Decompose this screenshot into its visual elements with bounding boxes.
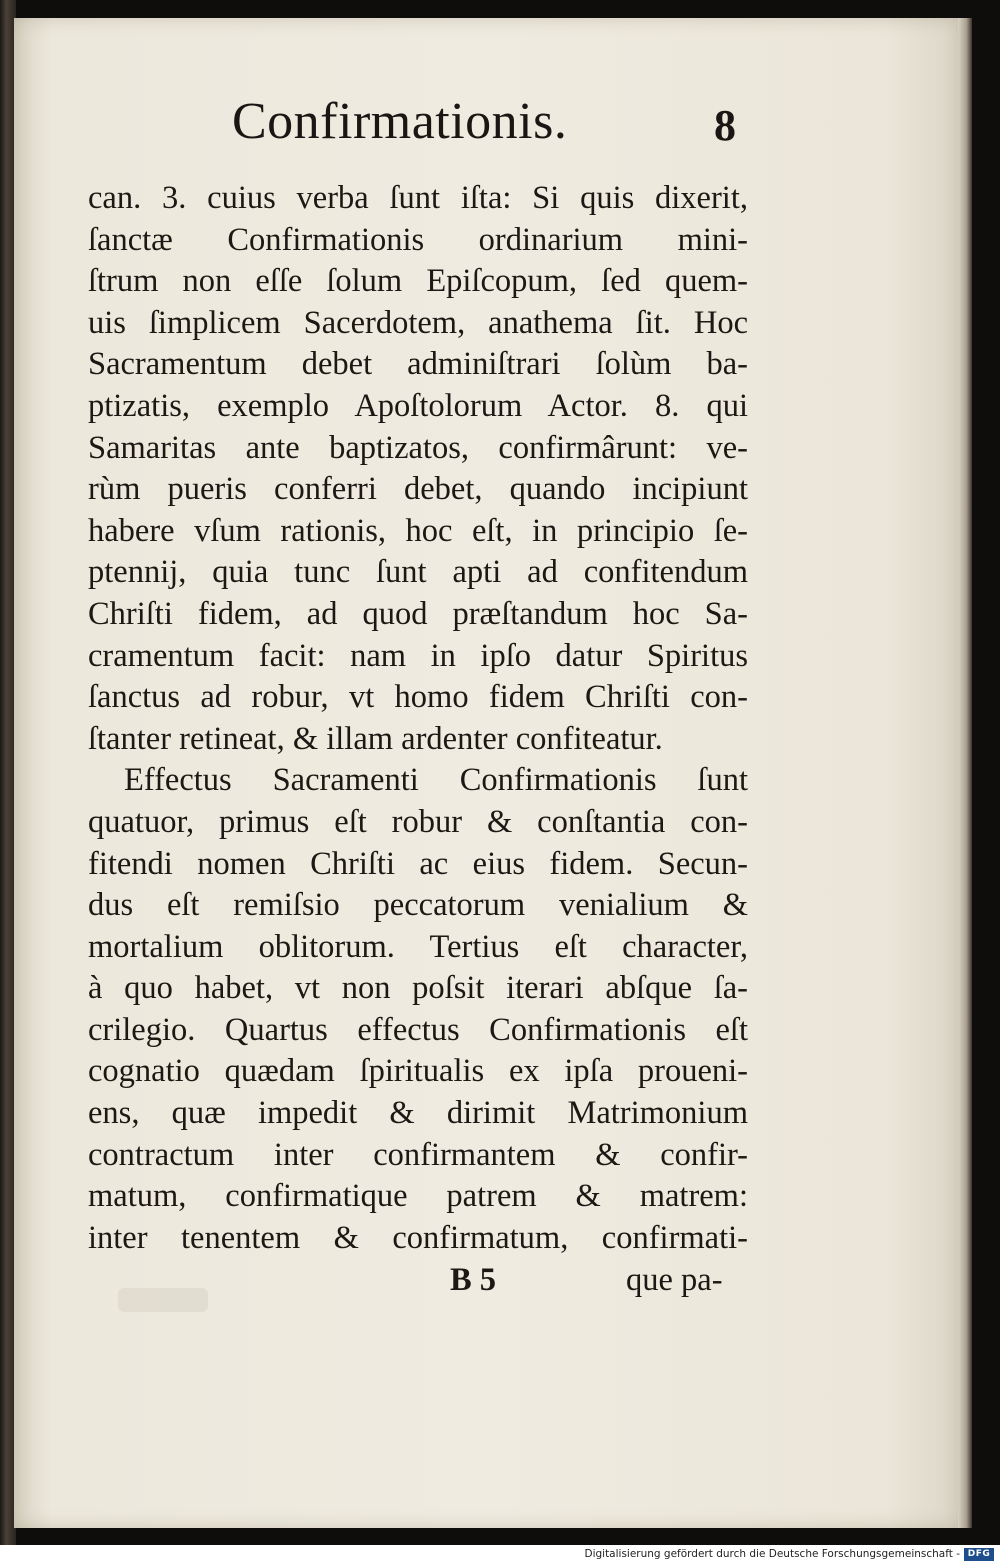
text-line: à quo habet, vt non poſsit iterari abſque ſa- [88, 970, 748, 1007]
text-line: ptennij, quia tunc ſunt apti ad confitendum [88, 554, 748, 591]
text-line: fitendi nomen Chriſti ac eius fidem. Secun- [88, 845, 748, 882]
text-line: contractum inter confirmantem & confir- [88, 1136, 748, 1173]
text-line: cramentum facit: nam in ipſo datur Spiritus [88, 637, 748, 674]
dfg-logo-icon: DFG [964, 1548, 994, 1561]
text-line: quatuor, primus eſt robur & conſtantia con- [88, 803, 748, 840]
text-line: ſtanter retineat, & illam ardenter confiteatur. [88, 720, 663, 757]
text-line: Samaritas ante baptizatos, confirmârunt: ve- [88, 429, 748, 466]
text-line: Sacramentum debet adminiſtrari ſolùm ba- [88, 346, 748, 383]
signature-mark: B 5 [450, 1262, 497, 1298]
page-edge [958, 18, 972, 1528]
page-body-text [88, 178, 748, 1259]
running-head: Confirmationis. [232, 93, 568, 150]
page-footer [88, 1262, 748, 1304]
text-line: inter tenentem & confirmatum, confirmati- [88, 1219, 748, 1256]
text-line: Effectus Sacramenti Confirmationis ſunt [124, 762, 748, 799]
catchword: que pa- [626, 1262, 723, 1298]
text-line: matum, confirmatique patrem & matrem: [88, 1178, 748, 1215]
text-line: ens, quæ impedit & dirimit Matrimonium [88, 1095, 748, 1132]
text-line: rùm pueris conferri debet, quando incipiunt [88, 471, 748, 508]
text-line: ptizatis, exemplo Apoſtolorum Actor. 8. qui [88, 387, 748, 424]
text-line: ſanctus ad robur, vt homo fidem Chriſti con- [88, 679, 748, 716]
text-line: dus eſt remiſsio peccatorum venialium & [88, 887, 748, 924]
text-line: can. 3. cuius verba ſunt iſta: Si quis dixerit, [88, 180, 748, 216]
text-line: mortalium oblitorum. Tertius eſt character, [88, 928, 748, 965]
text-line: Chriſti fidem, ad quod præſtandum hoc Sa- [88, 595, 748, 632]
text-line: habere vſum rationis, hoc eſt, in principio ſe- [88, 512, 748, 549]
text-line: ſtrum non eſſe ſolum Epiſcopum, ſed quem- [88, 263, 748, 300]
text-line: ſanctæ Confirmationis ordinarium mini- [88, 221, 748, 258]
credit-bar [0, 1545, 1000, 1565]
folio-number: 8 [714, 101, 736, 150]
text-line: uis ſimplicem Sacerdotem, anathema ſit. Hoc [88, 304, 748, 341]
text-line: crilegio. Quartus effectus Confirmationis eſt [88, 1011, 748, 1048]
funding-credit: Digitalisierung gefördert durch die Deutsche Forschungsgemeinschaft - [584, 1548, 960, 1560]
text-line: cognatio quædam ſpiritualis ex ipſa proueni- [88, 1053, 748, 1090]
